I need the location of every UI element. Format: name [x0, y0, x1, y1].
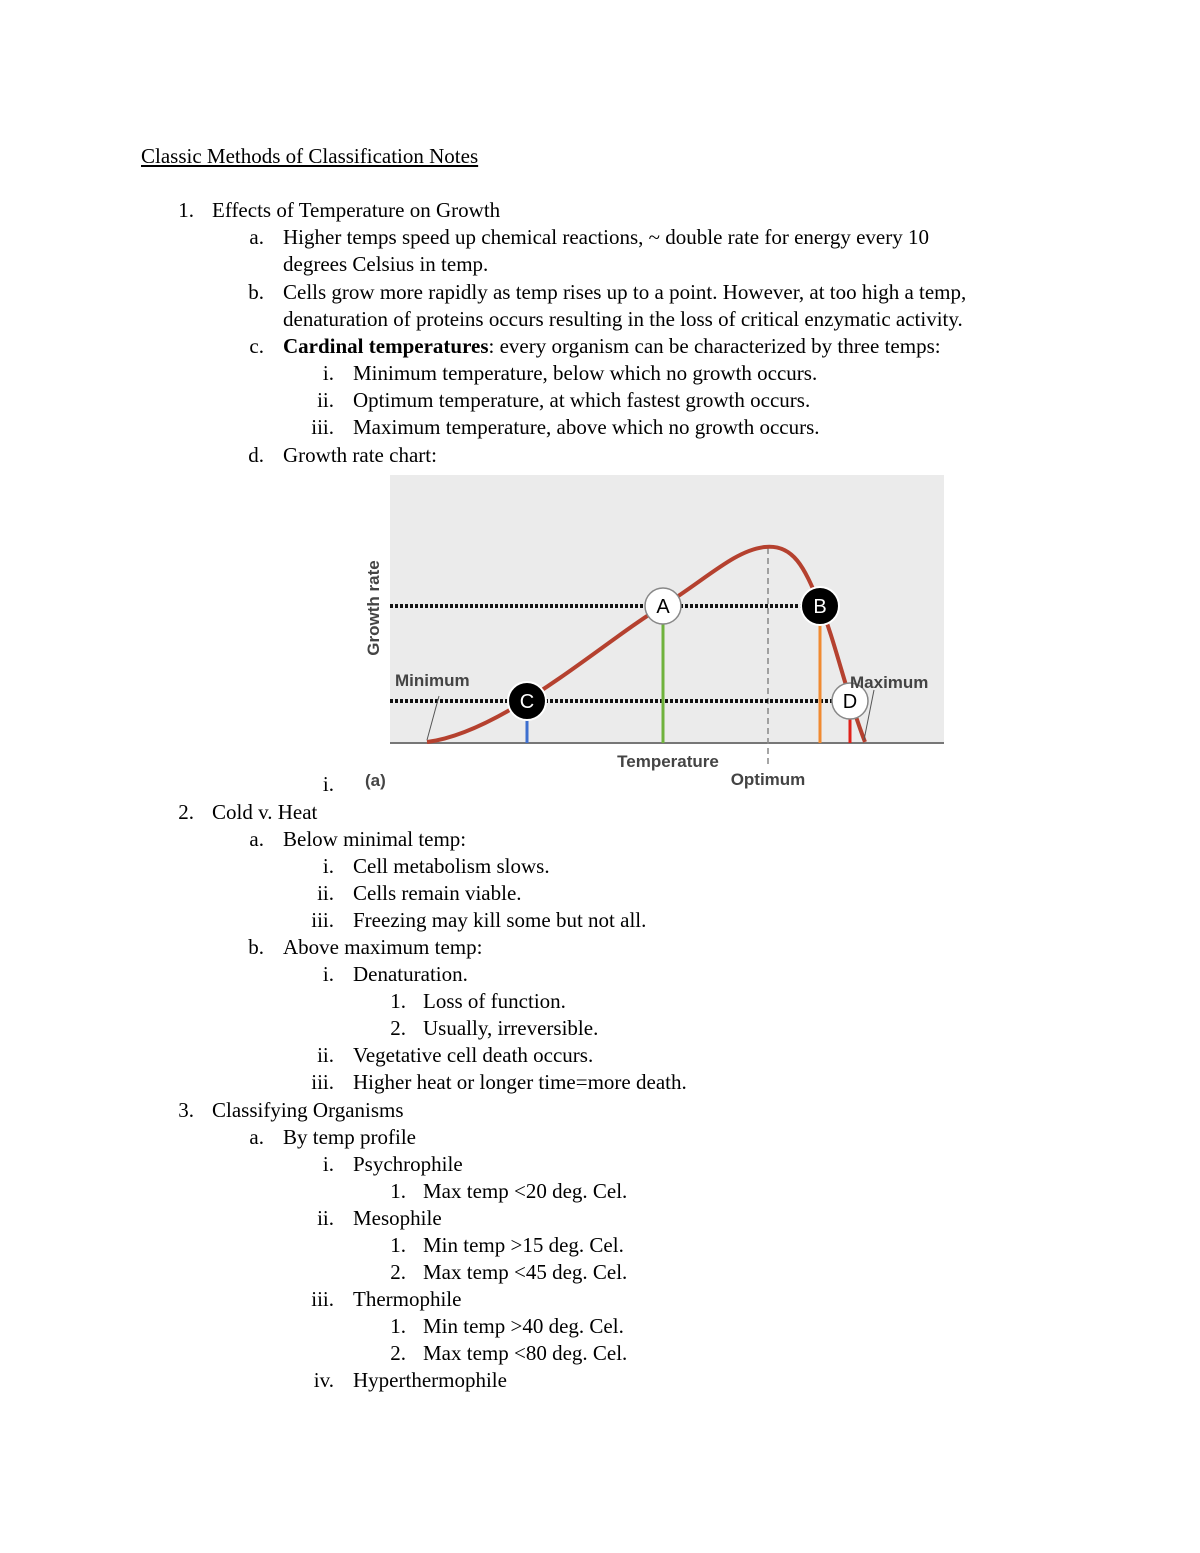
s2a-i-text: Cell metabolism slows.	[353, 854, 550, 878]
s1c-i-text: Minimum temperature, below which no growth occurs.	[353, 361, 818, 385]
s2a-i-mark: i.	[322, 854, 334, 878]
marker-a-label: A	[656, 596, 670, 618]
s3a-i-1-mark: 1.	[390, 1179, 406, 1203]
s1-heading: Effects of Temperature on Growth	[212, 198, 501, 222]
s2-heading: Cold v. Heat	[212, 800, 318, 824]
cardinal-temps-desc: : every organism can be characterized by three temps:	[488, 334, 941, 358]
s3-number: 3.	[178, 1098, 194, 1122]
s1c-iii-mark: iii.	[311, 415, 334, 439]
s2a-iii-text: Freezing may kill some but not all.	[353, 908, 647, 932]
s1c-text	[283, 333, 941, 360]
s1a-line1: Higher temps speed up chemical reactions, ~ double rate for energy every 10	[283, 225, 929, 249]
s1c-ii-mark: ii.	[317, 388, 334, 412]
s2a-ii-text: Cells remain viable.	[353, 881, 522, 905]
s1d-mark: d.	[248, 443, 264, 467]
s1c-ii-text: Optimum temperature, at which fastest growth occurs.	[353, 388, 811, 412]
s3a-iv-text: Hyperthermophile	[353, 1368, 507, 1392]
s2b-i-2-text: Usually, irreversible.	[423, 1016, 599, 1040]
s1d-i-mark: i.	[322, 772, 334, 796]
s3a-text: By temp profile	[283, 1125, 416, 1149]
s3a-i-mark: i.	[322, 1152, 334, 1176]
s2b-ii-mark: ii.	[317, 1043, 334, 1067]
s1c-iii-text: Maximum temperature, above which no growth occurs.	[353, 415, 820, 439]
s2a-ii-mark: ii.	[317, 881, 334, 905]
s3a-iii-mark: iii.	[311, 1287, 334, 1311]
s3a-ii-mark: ii.	[317, 1206, 334, 1230]
s2a-iii-mark: iii.	[311, 908, 334, 932]
s3a-i-text: Psychrophile	[353, 1152, 463, 1176]
s2a-mark: a.	[249, 827, 264, 851]
s3-heading: Classifying Organisms	[212, 1098, 404, 1122]
s2b-i-mark: i.	[322, 962, 334, 986]
s1b-mark: b.	[248, 280, 264, 304]
s2b-i-2-mark: 2.	[390, 1016, 406, 1040]
s1c-i-mark: i.	[322, 361, 334, 385]
s3a-iii-1-mark: 1.	[390, 1314, 406, 1338]
s2-number: 2.	[178, 800, 194, 824]
cardinal-temps-term: Cardinal temperatures	[283, 334, 489, 358]
marker-c	[508, 682, 546, 720]
s3a-ii-2-mark: 2.	[390, 1260, 406, 1284]
s3a-ii-2-text: Max temp <45 deg. Cel.	[423, 1260, 628, 1284]
s3a-iii-2-mark: 2.	[390, 1341, 406, 1365]
s1a-line2: degrees Celsius in temp.	[283, 252, 489, 276]
s1b-line2: denaturation of proteins occurs resulting in the loss of critical enzymatic activity.	[283, 307, 963, 331]
marker-b	[801, 587, 839, 625]
s2a-text: Below minimal temp:	[283, 827, 467, 851]
s2b-i-1-mark: 1.	[390, 989, 406, 1013]
marker-c-label: C	[519, 691, 535, 713]
page-title: Classic Methods of Classification Notes	[141, 144, 479, 168]
s1c-mark: c.	[249, 334, 264, 358]
s3a-iii-2-text: Max temp <80 deg. Cel.	[423, 1341, 628, 1365]
marker-b-label: B	[813, 596, 827, 618]
panel-label: (a)	[365, 771, 386, 790]
s1d-text: Growth rate chart:	[283, 443, 437, 467]
optimum-label: Optimum	[730, 770, 806, 789]
s2b-text: Above maximum temp:	[283, 935, 483, 959]
s2b-i-1-text: Loss of function.	[423, 989, 566, 1013]
s2b-ii-text: Vegetative cell death occurs.	[353, 1043, 594, 1067]
marker-d-label: D	[842, 691, 858, 713]
s2b-iii-text: Higher heat or longer time=more death.	[353, 1070, 687, 1094]
growth-rate-chart	[355, 470, 955, 795]
s3a-ii-1-text: Min temp >15 deg. Cel.	[423, 1233, 624, 1257]
s2b-iii-mark: iii.	[311, 1070, 334, 1094]
s3a-iii-1-text: Min temp >40 deg. Cel.	[423, 1314, 624, 1338]
s3a-ii-text: Mesophile	[353, 1206, 442, 1230]
s2b-i-text: Denaturation.	[353, 962, 468, 986]
s3a-ii-1-mark: 1.	[390, 1233, 406, 1257]
y-axis-label: Growth rate	[364, 560, 383, 656]
s1a-mark: a.	[249, 225, 264, 249]
x-axis-label: Temperature	[617, 752, 719, 771]
s3a-mark: a.	[249, 1125, 264, 1149]
s1-number: 1.	[178, 198, 194, 222]
s3a-i-1-text: Max temp <20 deg. Cel.	[423, 1179, 628, 1203]
maximum-label: Maximum	[850, 673, 929, 692]
s3a-iii-text: Thermophile	[353, 1287, 462, 1311]
s3a-iv-mark: iv.	[313, 1368, 334, 1392]
minimum-label: Minimum	[395, 671, 470, 690]
s1b-line1: Cells grow more rapidly as temp rises up to a point. However, at too high a temp,	[283, 280, 967, 304]
s2b-mark: b.	[248, 935, 264, 959]
marker-a	[645, 588, 681, 624]
